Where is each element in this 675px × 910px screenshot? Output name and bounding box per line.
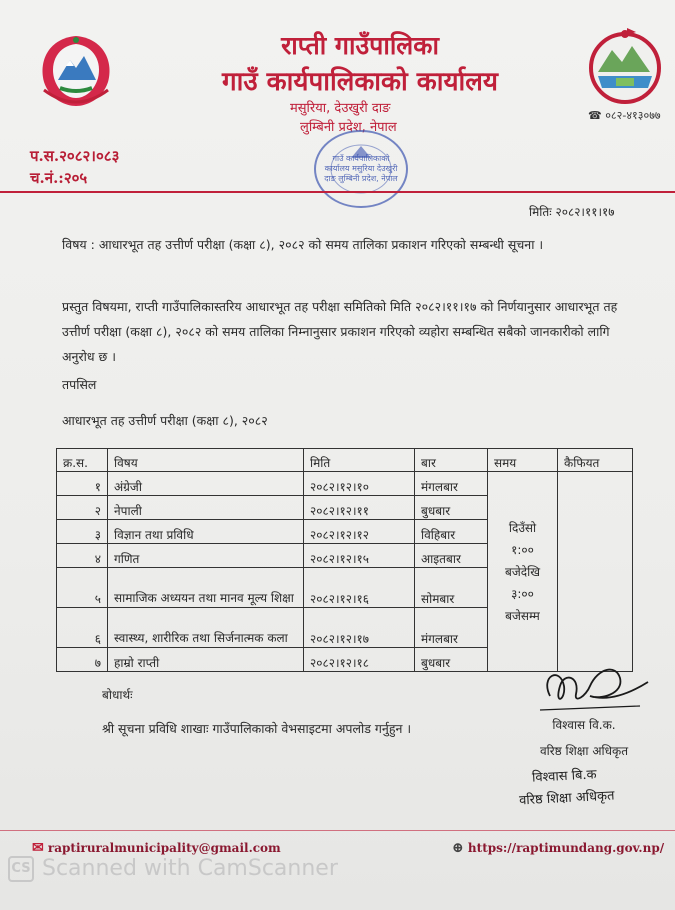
- table-row: १ अंग्रेजी २०८२।१२।१० मंगलबार दिउँसो १:०० बजेदेखि ३:०० बजेसम्म: [57, 472, 633, 496]
- signature-icon: [520, 656, 660, 718]
- footer-divider: [0, 830, 675, 831]
- remarks-cell: [558, 472, 633, 672]
- exam-time-cell: दिउँसो १:०० बजेदेखि ३:०० बजेसम्म: [488, 472, 558, 672]
- table-row: २ नेपाली २०८२।१२।११ बुधबार: [57, 496, 633, 520]
- header-remarks: कैफियत: [558, 449, 633, 472]
- tapsil-label: तपसिल: [62, 377, 97, 392]
- exam-schedule-table: [56, 448, 633, 672]
- table-row: ३ विज्ञान तथा प्रविधि २०८२।१२।१२ विहिबार: [57, 520, 633, 544]
- handwritten-name: विश्वास बि.क: [531, 767, 597, 786]
- phone-number: ☎ ०८२-४१३०७७: [588, 109, 661, 122]
- letter-body: प्रस्तुत विषयमा, राप्ती गाउँपालिकास्तरिय आधारभूत तह परीक्षा समितिको मिति २०८२।११।१७ को निर्णयानुसार आधारभूत तह उत्तीर्ण परीक्षा (कक्षा ८), २०८२ को समय तालिका निम्नानुसार प्रकाशन गरिएको व्यहोरा सम्बन्धित सबैको जानकारीको लागि अनुरोध छ ।: [62, 299, 618, 364]
- letter-date: मितिः २०८२।११।१७: [529, 205, 615, 219]
- office-seal-stamp: गाउँ कार्यपालिकाको कार्यालय मसुरिया देउखुरी दाङ लुम्बिनी प्रदेश, नेपाल: [311, 128, 411, 210]
- footer-website[interactable]: ⊕ https://raptimundang.gov.np/: [452, 840, 665, 856]
- address-line-2: लुम्बिनी प्रदेश, नेपाल: [300, 120, 397, 135]
- header-sn: क्र.स.: [57, 449, 108, 472]
- signatory-title: वरिष्ठ शिक्षा अधिकृत: [539, 744, 629, 758]
- header-subject: विषय: [108, 449, 304, 472]
- header-time: समय: [488, 449, 558, 472]
- table-row: ७ हाम्रो राप्ती २०८२।१२।१८ बुधबार: [57, 648, 633, 672]
- signatory-name: विश्वास वि.क.: [552, 718, 616, 732]
- header-divider: [0, 191, 675, 193]
- table-row: ६ स्वास्थ्य, शारीरिक तथा सिर्जनात्मक कला २०८२।१२।१७ मंगलबार: [57, 608, 633, 648]
- address-line-1: मसुरिया, देउखुरी दाङ: [290, 101, 391, 116]
- chalani-number: च.नं.:२०५: [30, 169, 88, 187]
- table-row: ४ गणित २०८२।१२।१५ आइतबार: [57, 544, 633, 568]
- camscanner-watermark: CS Scanned with CamScanner: [8, 856, 338, 882]
- phone-icon: ☎: [588, 109, 602, 122]
- globe-icon: ⊕: [452, 840, 464, 856]
- footer-email[interactable]: ✉ raptiruralmunicipality@gmail.com: [32, 840, 281, 856]
- office-title: राप्ती गाउँपालिका: [281, 31, 439, 60]
- bodhartha-notice: श्री सूचना प्रविधि शाखाः गाउँपालिकाको वेभसाइटमा अपलोड गर्नुहुन ।: [102, 721, 412, 736]
- header-date: मिति: [304, 449, 415, 472]
- table-header-row: [57, 449, 633, 472]
- letter-subject: विषय : आधारभूत तह उत्तीर्ण परीक्षा (कक्षा ८), २०८२ को समय तालिका प्रकाशन गरिएको सम्बन्धी सूचना ।: [62, 237, 544, 252]
- nepal-emblem-icon: [30, 30, 122, 110]
- handwritten-title: वरिष्ठ शिक्षा अधिकृत: [518, 788, 615, 809]
- office-subtitle: गाउँ कार्यपालिकाको कार्यालय: [222, 67, 498, 97]
- camscanner-logo-icon: CS: [8, 856, 34, 882]
- table-caption: आधारभूत तह उत्तीर्ण परीक्षा (कक्षा ८), २०८२: [62, 413, 268, 428]
- patra-sankhya: प.स.२०८२।०८३: [30, 147, 120, 165]
- table-row: ५ सामाजिक अध्ययन तथा मानव मूल्य शिक्षा २०८२।१२।१६ सोमबार: [57, 568, 633, 608]
- email-icon: ✉: [32, 840, 44, 856]
- bodhartha-label: बोधार्थः: [102, 688, 133, 702]
- header-day: बार: [415, 449, 488, 472]
